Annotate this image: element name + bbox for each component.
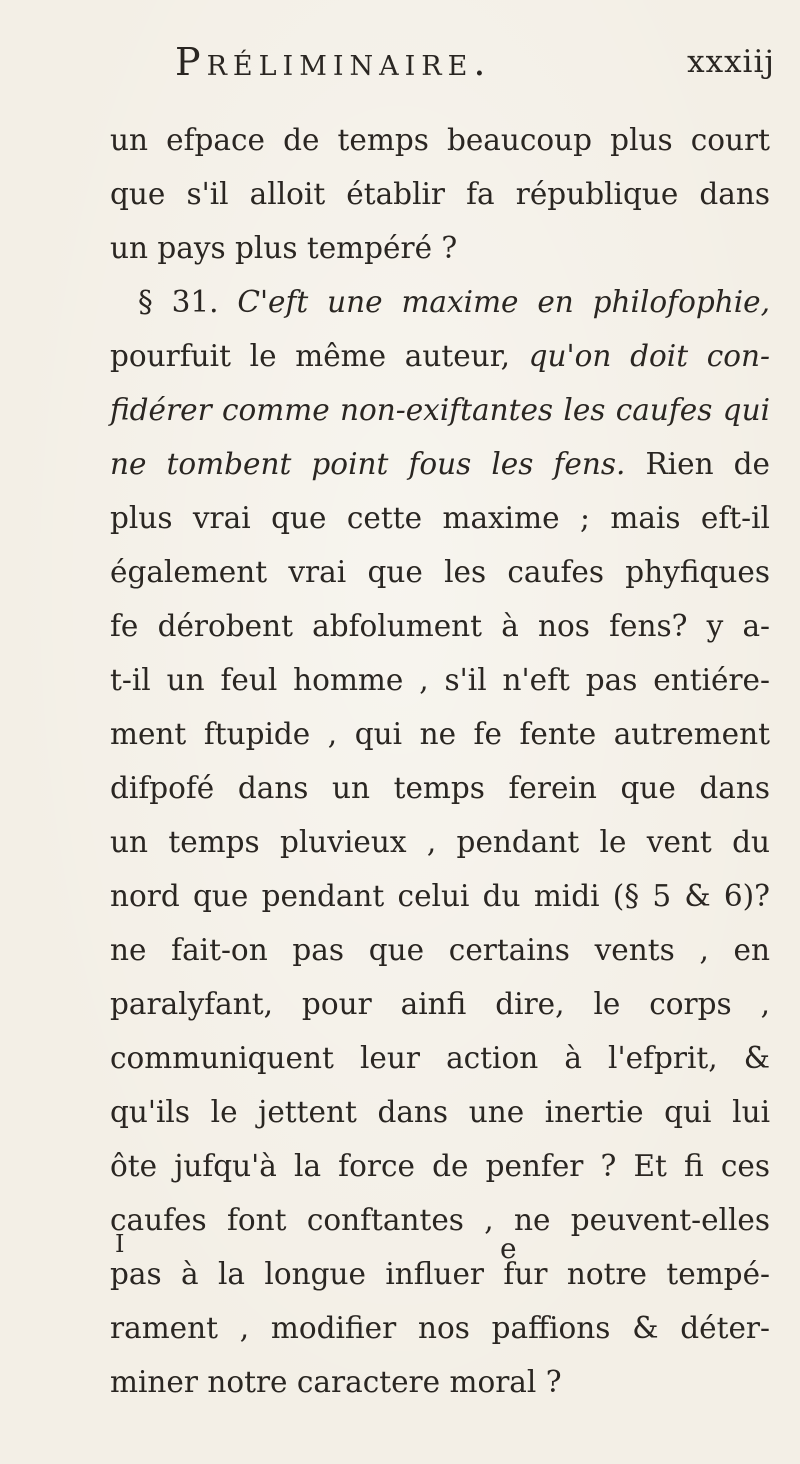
page-number: xxxiij [687,44,775,80]
text-line: qu'ils le jettent dans une inertie qui lui [110,1095,770,1129]
catchword: e [500,1232,517,1265]
text-line: t-il un feul homme , s'il n'eft pas entiére- [110,663,770,697]
section-number: § 31. [138,285,238,319]
body-text [110,113,770,1409]
running-title: Préliminaire. [175,40,492,84]
text-line [110,437,770,491]
italic-quote: C'eft une maxime en philofophie, [237,285,771,319]
text-line: difpofé dans un temps ferein que dans [110,771,770,805]
italic-quote: ne tombent point fous les fens. [110,447,626,481]
text-line: nord que pendant celui du midi (§ 5 & 6)? [110,879,770,913]
text-line: également vrai que les caufes phyfiques [110,555,770,589]
text-line: fe dérobent abfolument à nos fens? y a- [110,609,770,643]
text-line: communiquent leur action à l'efprit, & [110,1041,770,1075]
text-line: caufes font conftantes , ne peuvent-elles [110,1203,770,1237]
text-line: ôte jufqu'à la force de penfer ? Et fi ces [110,1149,770,1183]
text-span: Rien de [625,447,770,481]
text-span: pourfuit le même auteur, [110,339,529,373]
italic-quote: fidérer comme non-exiftantes les caufes qui [110,393,770,427]
signature-mark: I [115,1230,125,1258]
text-line: un efpace de temps beaucoup plus court [110,123,770,157]
text-line: que s'il alloit établir fa république dans [110,177,770,211]
text-line: ment ftupide , qui ne fe fente autrement [110,717,770,751]
running-head [175,40,775,100]
text-line: un pays plus tempéré ? [110,231,458,265]
text-line [110,383,770,437]
italic-quote: qu'on doit con- [528,339,770,373]
text-line [110,275,770,329]
text-line: un temps pluvieux , pendant le vent du [110,825,770,859]
text-line [110,329,770,383]
text-line: paralyfant, pour ainfi dire, le corps , [110,987,770,1021]
text-line: ne fait-on pas que certains vents , en [110,933,770,967]
text-line: rament , modifier nos paffions & déter- [110,1311,770,1345]
text-line: miner notre caractere moral ? [110,1365,562,1399]
text-line: pas à la longue influer fur notre tempé- [110,1257,770,1291]
text-line: plus vrai que cette maxime ; mais eft-il [110,501,770,535]
